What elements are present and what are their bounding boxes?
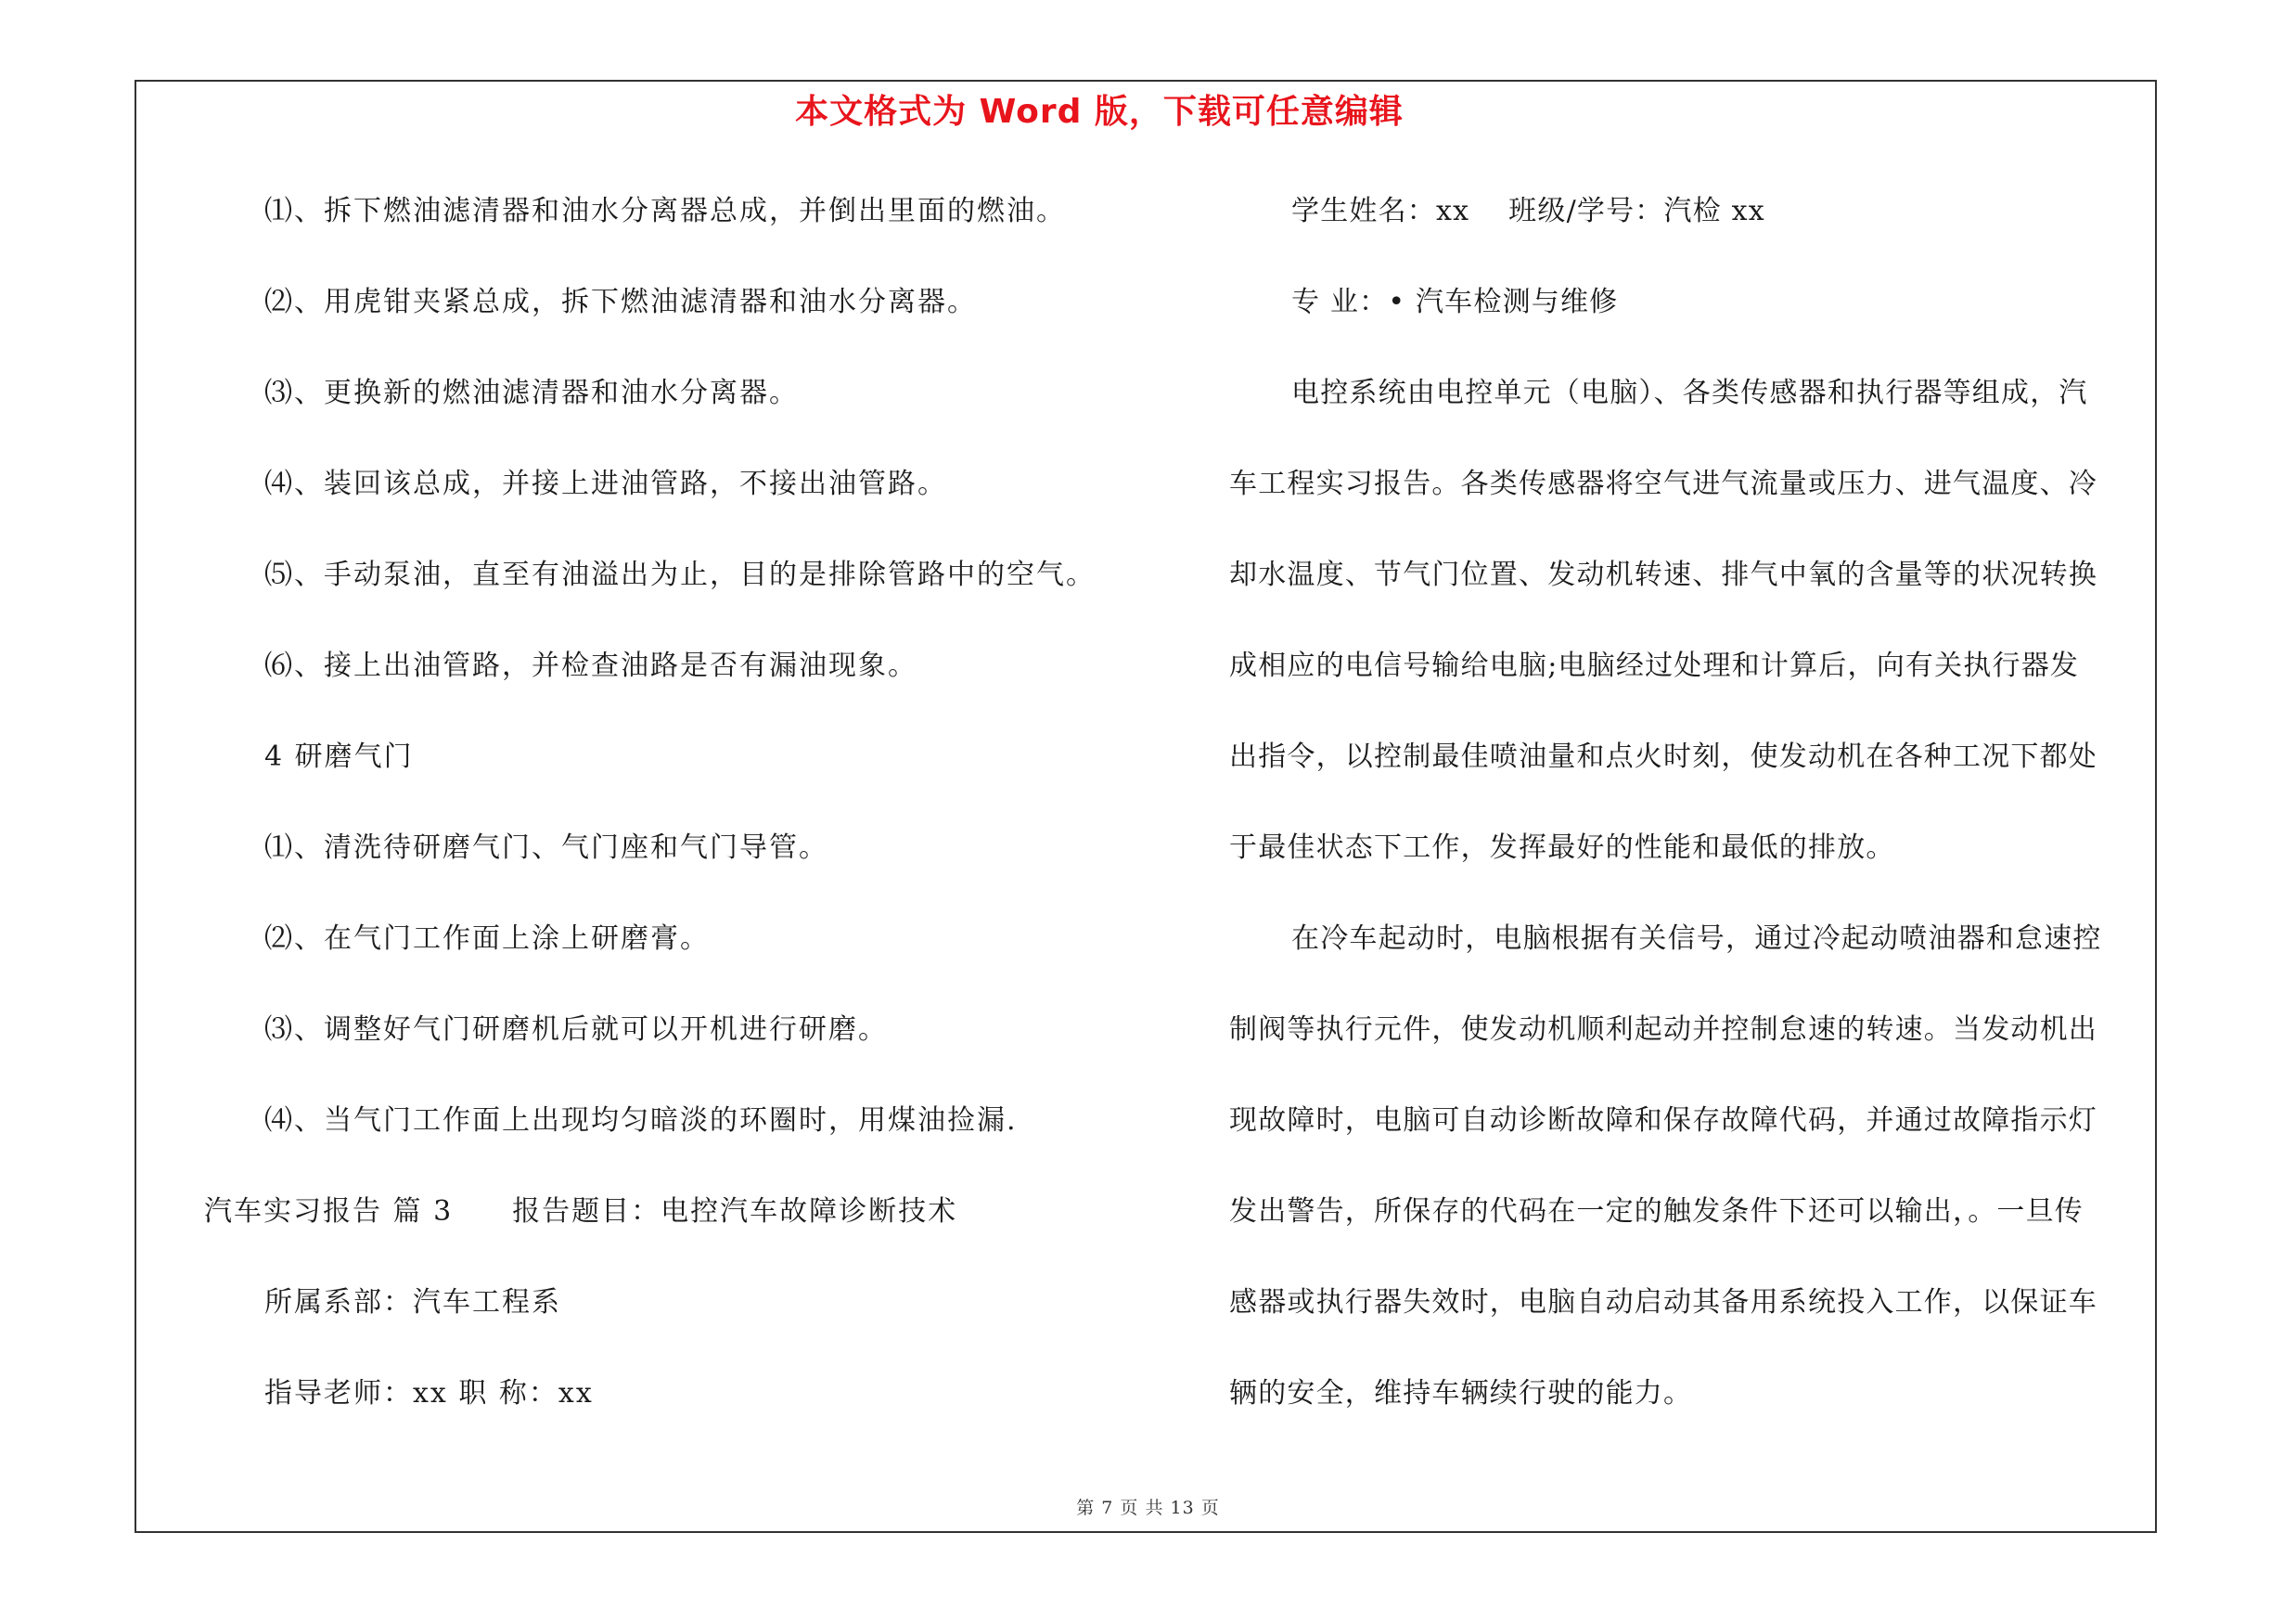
left-line: ⑹、接上出油管路，并检查油路是否有漏油现象。: [264, 650, 917, 682]
major-line: 专 业：• 汽车检测与维修: [1291, 286, 1619, 318]
right-line: 制阀等执行元件，使发动机顺利起动并控制怠速的转速。当发动机出: [1229, 1013, 2097, 1046]
page-number: 第 7 页 共 13 页: [1076, 1498, 1220, 1518]
left-line: 所属系部：汽车工程系: [264, 1286, 561, 1319]
right-line: 感器或执行器失效时，电脑自动启动其备用系统投入工作，以保证车: [1229, 1286, 2097, 1319]
left-line: ⑶、更换新的燃油滤清器和油水分离器。: [264, 377, 799, 409]
left-line: ⑵、用虎钳夹紧总成，拆下燃油滤清器和油水分离器。: [264, 286, 977, 318]
right-line: 出指令，以控制最佳喷油量和点火时刻，使发动机在各种工况下都处: [1229, 741, 2097, 773]
student-info-line: 学生姓名：xx 班级/学号：汽检 xx: [1291, 195, 1765, 227]
right-line: 在冷车起动时，电脑根据有关信号，通过冷起动喷油器和怠速控: [1291, 922, 2102, 955]
right-line: 发出警告，所保存的代码在一定的触发条件下还可以输出，。一旦传: [1229, 1195, 2084, 1228]
right-line: 现故障时，电脑可自动诊断故障和保存故障代码，并通过故障指示灯: [1229, 1104, 2097, 1137]
left-line: ⑵、在气门工作面上涂上研磨膏。: [264, 922, 710, 955]
left-line: ⑴、拆下燃油滤清器和油水分离器总成，并倒出里面的燃油。: [264, 195, 1066, 227]
left-line: 指导老师：xx 职 称：xx: [264, 1377, 594, 1410]
left-line: ⑷、当气门工作面上出现均匀暗淡的环圈时，用煤油捡漏.: [264, 1104, 1018, 1137]
left-line: ⑸、手动泵油，直至有油溢出为止，目的是排除管路中的空气。: [264, 559, 1096, 591]
right-line: 电控系统由电控单元（电脑）、各类传感器和执行器等组成，汽: [1291, 377, 2088, 409]
left-line: ⑶、调整好气门研磨机后就可以开机进行研磨。: [264, 1013, 888, 1046]
left-line: ⑷、装回该总成，并接上进油管路，不接出油管路。: [264, 468, 947, 500]
right-line: 成相应的电信号输给电脑;电脑经过处理和计算后，向有关执行器发: [1229, 650, 2080, 682]
right-line: 车工程实习报告。各类传感器将空气进气流量或压力、进气温度、冷: [1229, 468, 2097, 500]
document-banner: 本文格式为 Word 版，下载可任意编辑: [795, 93, 1404, 131]
right-line: 于最佳状态下工作，发挥最好的性能和最低的排放。: [1229, 831, 1895, 864]
section-heading: 4 研磨气门: [264, 741, 414, 773]
left-line: ⑴、清洗待研磨气门、气门座和气门导管。: [264, 831, 828, 864]
report-title-line: 汽车实习报告 篇 3 报告题目：电控汽车故障诊断技术: [204, 1195, 958, 1228]
right-line: 辆的安全，维持车辆续行驶的能力。: [1229, 1377, 1693, 1410]
right-line: 却水温度、节气门位置、发动机转速、排气中氧的含量等的状况转换: [1229, 559, 2097, 591]
